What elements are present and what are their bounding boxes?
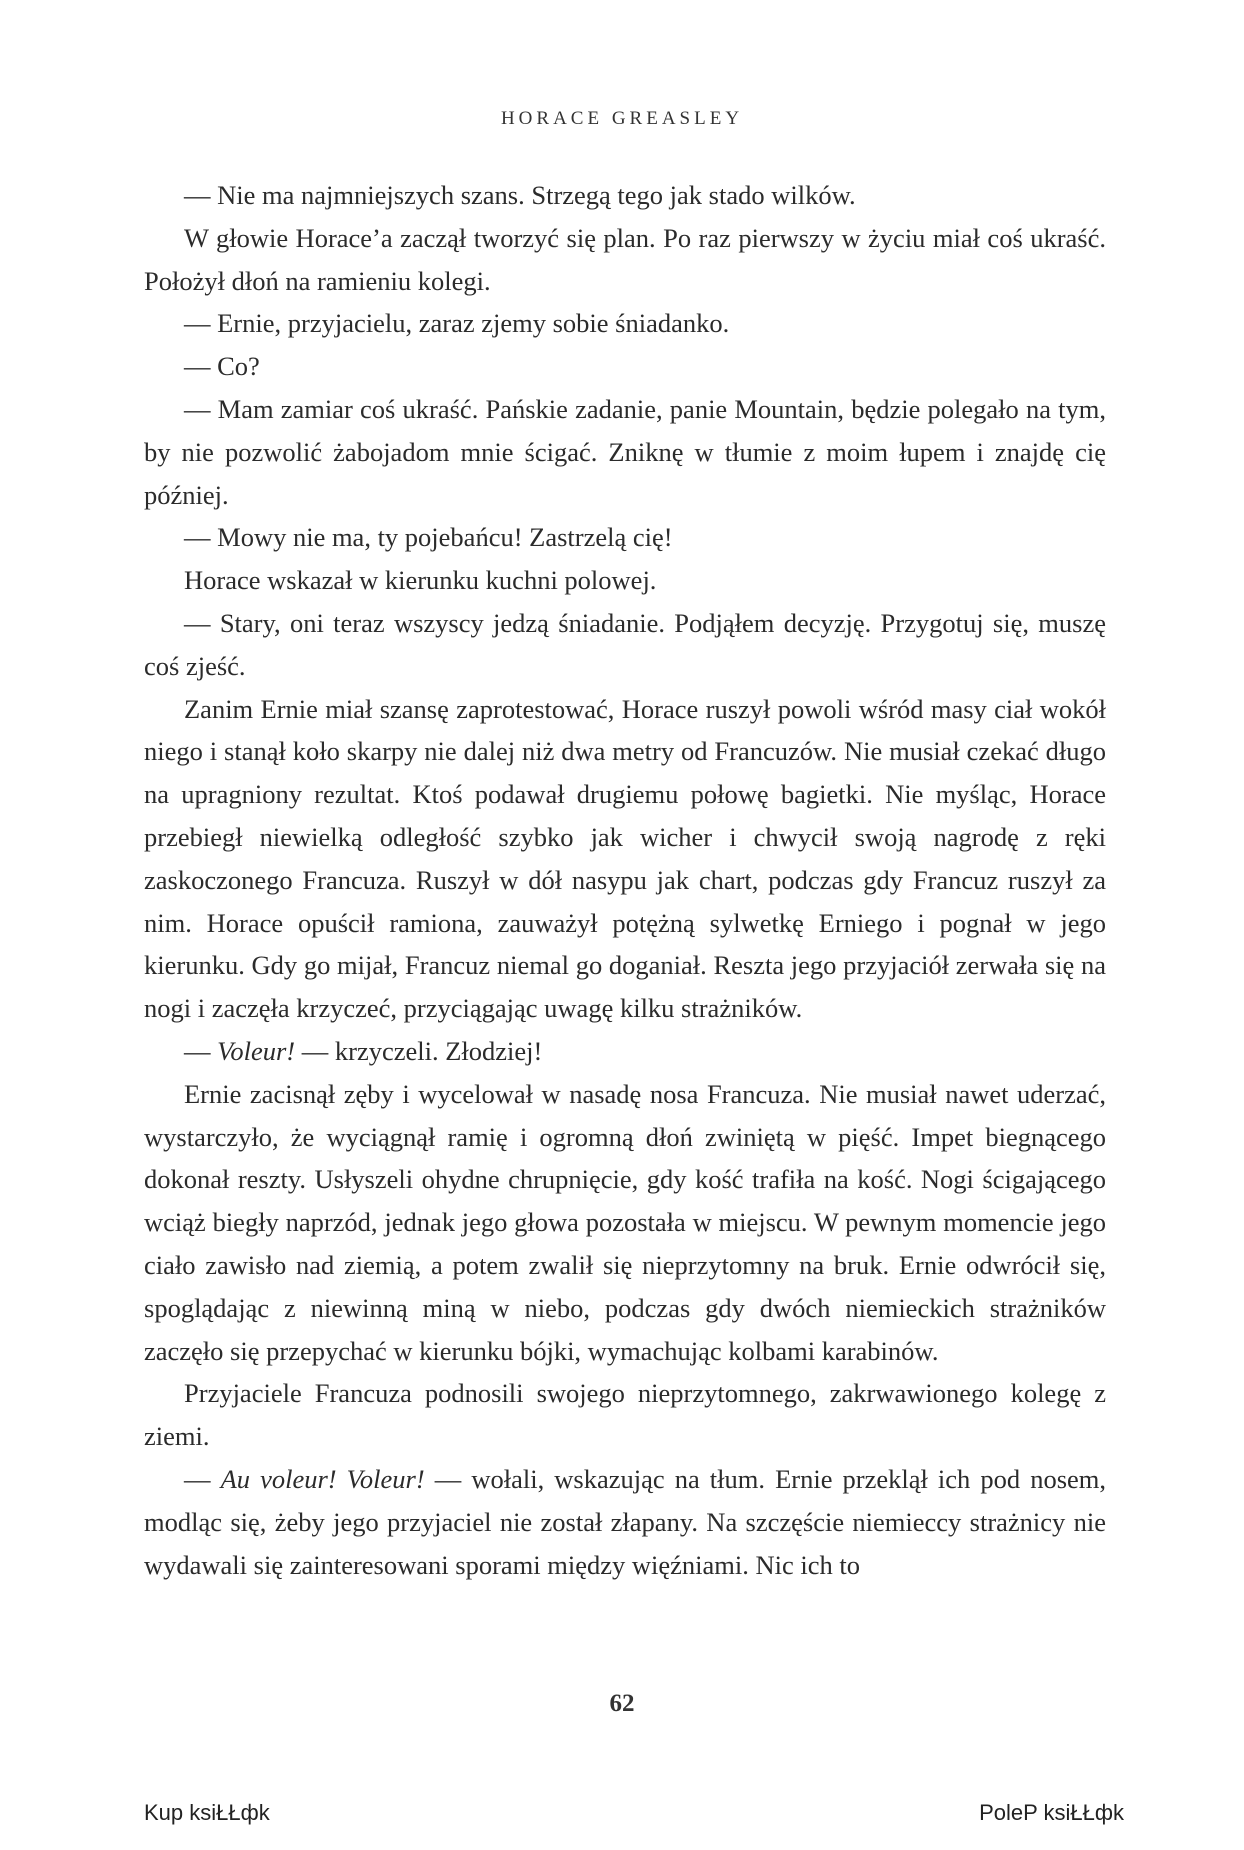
paragraph: Zanim Ernie miał szansę zaprotestować, Horace ruszył powoli wśród masy ciał wokół niego i stanął koło skarpy nie dalej niż dwa metry od Francuzów. Nie musiał czekać długo na upragniony rezultat. Ktoś podawał drugiemu połowę bagietki. Nie myśląc, Horace przebiegł niewielką odległość szybko jak wicher i chwycił swoją nagrodę z ręki zaskoczonego Francuza. Ruszył w dół nasypu jak chart, podczas gdy Francuz ruszył za nim. Horace opuścił ramiona, zauważył potężną sylwetkę Erniego i pognał w jego kierunku. Gdy go mijał, Francuz niemal go doganiał. Reszta jego przyjaciół zerwała się na nogi i zaczęła krzyczeć, przyciągając uwagę kilku strażników. <box>144 693 1106 1024</box>
dialogue-dash: — <box>184 1035 218 1066</box>
paragraph: W głowie Horace’a zaczął tworzyć się plan. Po raz pierwszy w życiu miał coś ukraść. Położył dłoń na ramieniu kolegi. <box>144 222 1106 296</box>
paragraph: — Nie ma najmniejszych szans. Strzegą tego jak stado wilków. <box>184 180 856 210</box>
recommend-book-link[interactable]: PoleP ksiŁŁфk <box>979 1800 1124 1825</box>
dialogue-dash: — <box>184 1463 221 1494</box>
paragraph: — Mam zamiar coś ukraść. Pańskie zadanie, panie Mountain, będzie polegało na tym, by nie pozwolić żabojadom mnie ścigać. Zniknę w tłumie z moim łupem i znajdę cię później. <box>144 393 1106 510</box>
paragraph: Horace wskazał w kierunku kuchni polowej. <box>184 565 657 596</box>
paragraph: — Co? <box>184 351 260 382</box>
paragraph-au-voleur <box>144 1458 1106 1586</box>
paragraph: — Ernie, przyjacielu, zaraz zjemy sobie śniadanko. <box>184 308 730 339</box>
paragraph: — Stary, oni teraz wszyscy jedzą śniadanie. Podjąłem decyzję. Przygotuj się, muszę coś zjeść. <box>144 607 1106 681</box>
paragraph: Przyjaciele Francuza podnosili swojego nieprzytomnego, zakrwawionego kolegę z ziemi. <box>144 1378 1106 1452</box>
paragraph: — Mowy nie ma, ty pojebańcu! Zastrzelą cię! <box>184 522 673 553</box>
dialogue-rest: — wołali, wskazując na tłum. Ernie przeklął ich pod nosem, modląc się, żeby jego przyjaciel nie został złapany. Na szczęście niemieccy strażnicy nie wydawali się zainteresowani sporami między więźniami. Nic ich to <box>144 1463 1107 1580</box>
body-text <box>144 174 1106 1586</box>
dialogue-rest: — krzyczeli. Złodziej! <box>295 1035 543 1066</box>
buy-book-link[interactable]: Kup ksiŁŁфk <box>144 1800 270 1825</box>
running-head: HORACE GREASLEY <box>500 108 744 129</box>
italic-exclamation: Au voleur! Voleur! <box>220 1463 425 1494</box>
italic-exclamation: Voleur! <box>217 1035 296 1066</box>
paragraph-voleur <box>144 1030 1106 1073</box>
paragraph: Ernie zacisnął zęby i wycelował w nasadę nosa Francuza. Nie musiał nawet uderzać, wystarczyło, że wyciągnął ramię i ogromną dłoń zwiniętą w pięść. Impet biegnącego dokonał reszty. Usłyszeli ohydne chrupnięcie, gdy kość trafiła na kość. Nogi ścigającego wciąż biegły naprzód, jednak jego głowa pozostała w miejscu. W pewnym momencie jego ciało zawisło nad ziemią, a potem zwalił się nieprzytomny na bruk. Ernie odwrócił się, spoglądając z niewinną miną w niebo, podczas gdy dwóch niemieckich strażników zaczęło się przepychać w kierunku bójki, wymachując kolbami karabinów. <box>144 1078 1106 1366</box>
page-number: 62 <box>609 1690 635 1717</box>
